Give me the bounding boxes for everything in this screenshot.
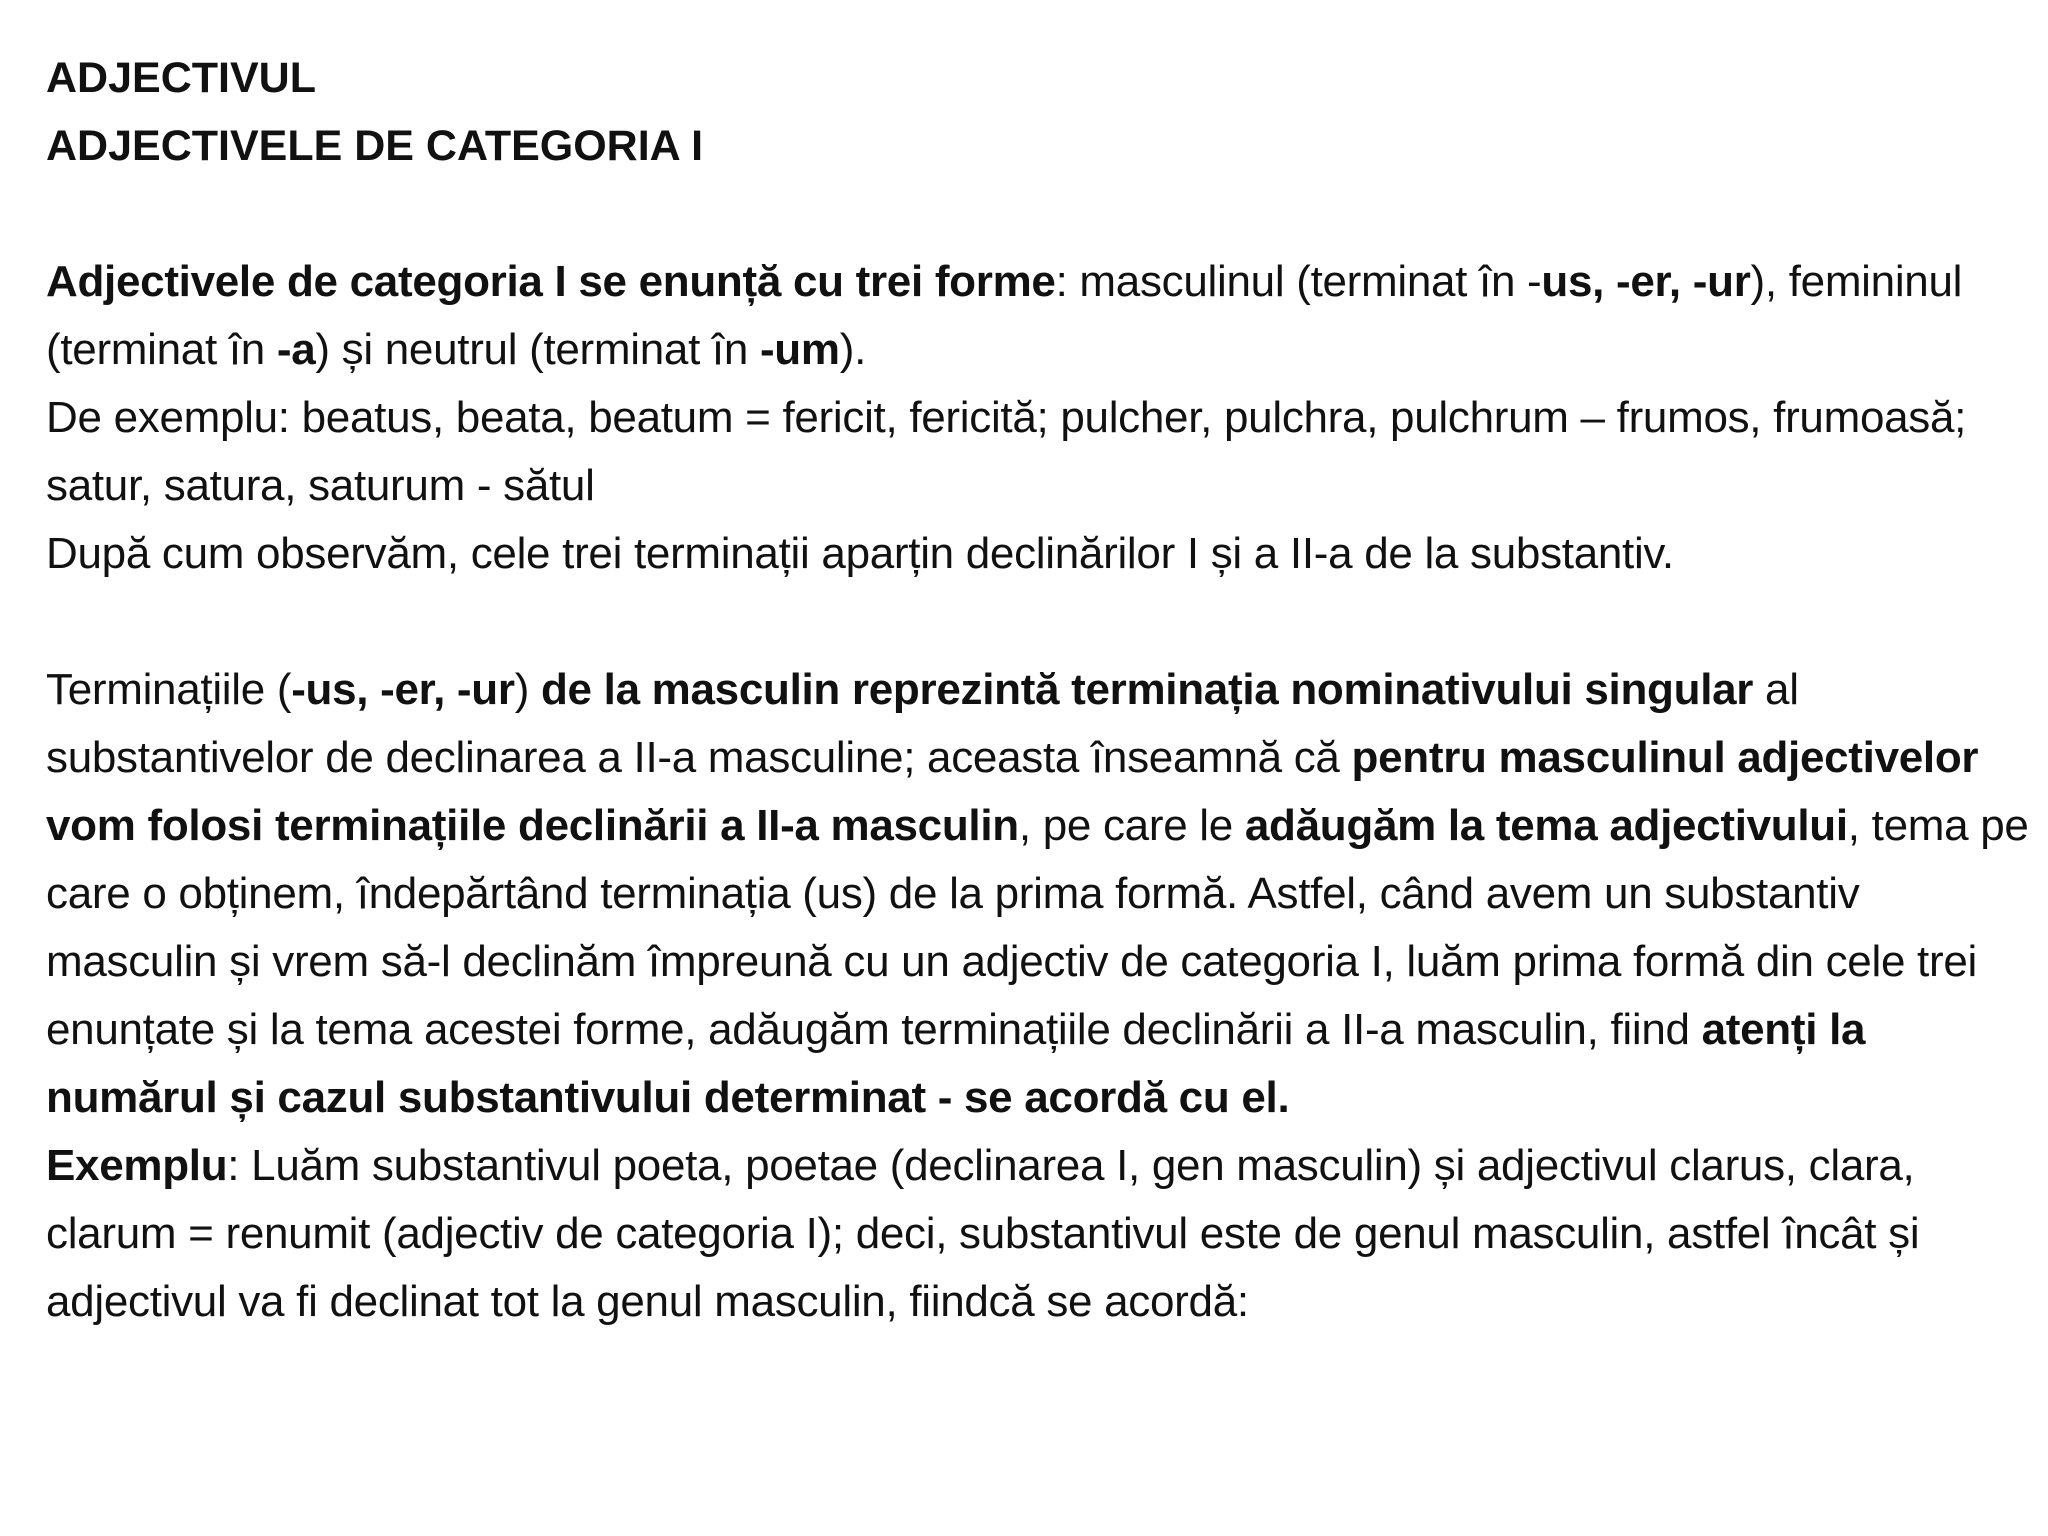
bold-masc-rule: pentru masculinul adjectivelor vom folosi terminațiile declinării a II-a masculin xyxy=(46,733,1979,850)
paragraph-definition xyxy=(46,248,2036,384)
bold-fem-ending: -a xyxy=(276,325,316,374)
text-feminine: ), femininul (terminat în xyxy=(46,257,1963,374)
bold-neuter-ending: -um xyxy=(759,325,840,374)
title-line-2: ADJECTIVELE DE CATEGORIA I xyxy=(46,122,704,170)
text-procedure: , tema pe care o obținem, îndepărtând terminația (us) de la prima formă. Astfel, când avem un substantiv masculin și vrem să-l declinăm împreună cu un adjectiv de categoria I, luăm prima formă din cele trei enunțate și la tema acestei forme, adăugăm terminațiile declinării a II-a masculin, fiind xyxy=(46,801,2029,1054)
text-close: ). xyxy=(839,325,866,374)
title-line-1: ADJECTIVUL xyxy=(46,54,316,102)
bold-example-label: Exemplu xyxy=(46,1141,228,1190)
slide-title xyxy=(46,44,2036,180)
bold-definition: Adjectivele de categoria I se enunță cu trei forme xyxy=(46,257,1056,306)
text-second-declension: al substantivelor de declinarea a II-a masculine; aceasta înseamnă că xyxy=(46,665,1799,782)
bold-add-stem: adăugăm la tema adjectivului xyxy=(1244,801,1848,850)
paragraph-explanation xyxy=(46,656,2036,1132)
bold-endings: -us, -er, -ur xyxy=(291,665,515,714)
bold-agreement: atenți la numărul și cazul substantivului determinat - se acordă cu el. xyxy=(46,1005,1866,1122)
text-neuter: ) și neutrul (terminat în xyxy=(315,325,760,374)
paragraph-observation: După cum observăm, cele trei terminații aparțin declinărilor I și a II-a de la substantiv. xyxy=(46,529,1674,578)
text-which: , pe care le xyxy=(1018,801,1245,850)
slide-content xyxy=(46,44,2036,1336)
paragraph-examples: De exemplu: beatus, beata, beatum = fericit, fericită; pulcher, pulchra, pulchrum – frumos, frumoasă; satur, satura, saturum - sătul xyxy=(46,393,1967,510)
bold-masc-endings: us, -er, -ur xyxy=(1541,257,1751,306)
text-paren: ) xyxy=(514,665,541,714)
text-masculine: : masculinul (terminat în - xyxy=(1055,257,1542,306)
bold-nominative: de la masculin reprezintă terminația nominativului singular xyxy=(540,665,1754,714)
paragraph-example xyxy=(46,1132,2036,1336)
text-example: : Luăm substantivul poeta, poetae (declinarea I, gen masculin) și adjectivul clarus, clara, clarum = renumit (adjectiv de categoria I); deci, substantivul este de genul masculin, astfel încât și adjectivul va fi declinat tot la genul masculin, fiindcă se acordă: xyxy=(46,1141,1920,1326)
text-endings-intro: Terminațiile ( xyxy=(46,665,292,714)
